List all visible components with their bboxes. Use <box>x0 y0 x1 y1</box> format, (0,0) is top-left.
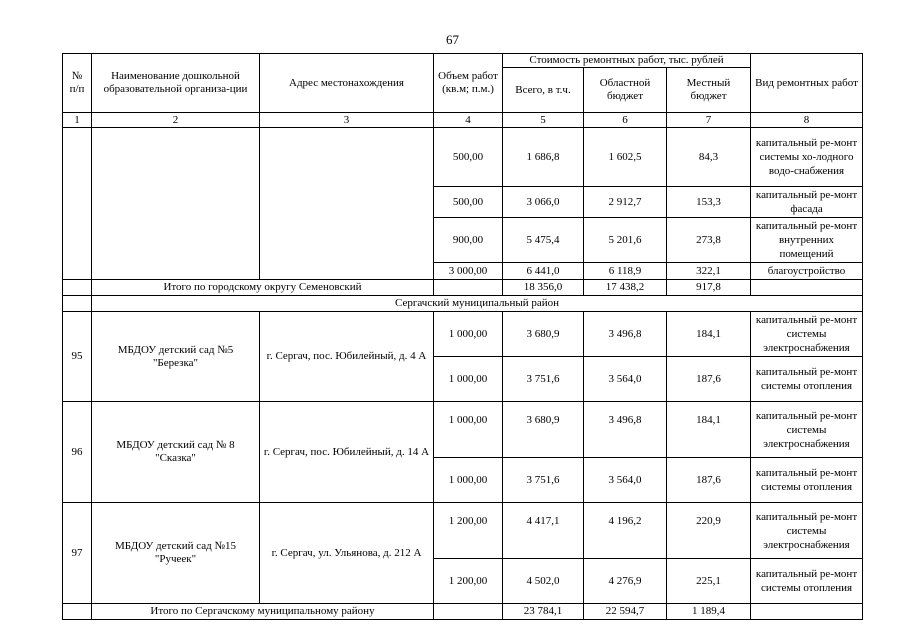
regional-cell: 3 496,8 <box>584 312 667 357</box>
regional-cell: 2 912,7 <box>584 187 667 218</box>
volume-cell: 1 200,00 <box>434 559 503 604</box>
work-type-cell <box>751 280 863 296</box>
table-row <box>63 402 863 458</box>
name-cell: МБДОУ детский сад №15 "Ручеек" <box>92 503 260 604</box>
volume-cell <box>434 280 503 296</box>
header-row-1 <box>63 54 863 68</box>
district-row <box>63 296 863 312</box>
column-number: 7 <box>667 113 751 128</box>
header-name: Наименование дошкольной образовательной организа-ции <box>92 54 260 113</box>
local-cell: 84,3 <box>667 128 751 187</box>
volume-cell: 3 000,00 <box>434 263 503 280</box>
regional-cell: 3 564,0 <box>584 357 667 402</box>
local-cell: 322,1 <box>667 263 751 280</box>
local-cell: 187,6 <box>667 458 751 503</box>
address-cell: г. Сергач, пос. Юбилейный, д. 14 А <box>260 402 434 503</box>
regional-cell: 6 118,9 <box>584 263 667 280</box>
header-regional: Областной бюджет <box>584 68 667 113</box>
header-address: Адрес местонахождения <box>260 54 434 113</box>
num-cell: 96 <box>63 402 92 503</box>
subtotal-row <box>63 604 863 620</box>
table-row <box>63 128 863 187</box>
name-cell <box>92 128 260 280</box>
total-cell: 1 686,8 <box>503 128 584 187</box>
volume-cell: 1 000,00 <box>434 402 503 458</box>
header-local: Местный бюджет <box>667 68 751 113</box>
work-type-cell: капитальный ре-монт системы отопления <box>751 357 863 402</box>
subtotal-label: Итого по Сергачскому муниципальному району <box>92 604 434 620</box>
district-title: Сергачский муниципальный район <box>92 296 863 312</box>
subtotal-label: Итого по городскому округу Семеновский <box>92 280 434 296</box>
num-cell <box>63 604 92 620</box>
volume-cell: 1 000,00 <box>434 312 503 357</box>
work-type-cell: капитальный ре-монт фасада <box>751 187 863 218</box>
column-number: 3 <box>260 113 434 128</box>
name-cell: МБДОУ детский сад № 8 "Сказка" <box>92 402 260 503</box>
total-cell: 4 502,0 <box>503 559 584 604</box>
regional-cell: 5 201,6 <box>584 218 667 263</box>
num-cell <box>63 296 92 312</box>
volume-cell: 500,00 <box>434 128 503 187</box>
column-number: 6 <box>584 113 667 128</box>
local-cell: 184,1 <box>667 402 751 458</box>
volume-cell <box>434 604 503 620</box>
header-num: № п/п <box>63 54 92 113</box>
column-number: 5 <box>503 113 584 128</box>
volume-cell: 1 000,00 <box>434 357 503 402</box>
regional-cell: 3 564,0 <box>584 458 667 503</box>
address-cell: г. Сергач, ул. Ульянова, д. 212 А <box>260 503 434 604</box>
column-number: 8 <box>751 113 863 128</box>
local-cell: 917,8 <box>667 280 751 296</box>
work-type-cell: капитальный ре-монт системы отопления <box>751 559 863 604</box>
work-type-cell <box>751 604 863 620</box>
address-cell <box>260 128 434 280</box>
num-cell: 97 <box>63 503 92 604</box>
header-cost-group: Стоимость ремонтных работ, тыс. рублей <box>503 54 751 68</box>
regional-cell: 3 496,8 <box>584 402 667 458</box>
column-number: 4 <box>434 113 503 128</box>
name-cell: МБДОУ детский сад №5 "Березка" <box>92 312 260 402</box>
regional-cell: 1 602,5 <box>584 128 667 187</box>
num-cell <box>63 128 92 280</box>
repair-costs-table <box>62 53 863 620</box>
column-numbers-row <box>63 113 863 128</box>
work-type-cell: капитальный ре-монт системы электроснабжения <box>751 312 863 357</box>
num-cell: 95 <box>63 312 92 402</box>
total-cell: 6 441,0 <box>503 263 584 280</box>
total-cell: 23 784,1 <box>503 604 584 620</box>
regional-cell: 4 276,9 <box>584 559 667 604</box>
table-row <box>63 503 863 559</box>
total-cell: 3 751,6 <box>503 357 584 402</box>
local-cell: 225,1 <box>667 559 751 604</box>
work-type-cell: благоустройство <box>751 263 863 280</box>
address-cell: г. Сергач, пос. Юбилейный, д. 4 А <box>260 312 434 402</box>
table-row <box>63 312 863 357</box>
local-cell: 273,8 <box>667 218 751 263</box>
local-cell: 153,3 <box>667 187 751 218</box>
header-work-type: Вид ремонтных работ <box>751 54 863 113</box>
work-type-cell: капитальный ре-монт внутренних помещений <box>751 218 863 263</box>
total-cell: 18 356,0 <box>503 280 584 296</box>
total-cell: 3 680,9 <box>503 402 584 458</box>
total-cell: 3 066,0 <box>503 187 584 218</box>
total-cell: 3 680,9 <box>503 312 584 357</box>
total-cell: 4 417,1 <box>503 503 584 559</box>
work-type-cell: капитальный ре-монт системы электроснабжения <box>751 503 863 559</box>
header-total: Всего, в т.ч. <box>503 68 584 113</box>
regional-cell: 4 196,2 <box>584 503 667 559</box>
column-number: 2 <box>92 113 260 128</box>
header-volume: Объем работ (кв.м; п.м.) <box>434 54 503 113</box>
volume-cell: 1 000,00 <box>434 458 503 503</box>
volume-cell: 1 200,00 <box>434 503 503 559</box>
work-type-cell: капитальный ре-монт системы отопления <box>751 458 863 503</box>
work-type-cell: капитальный ре-монт системы хо-лодного водо-снабжения <box>751 128 863 187</box>
work-type-cell: капитальный ре-монт системы электроснабжения <box>751 402 863 458</box>
local-cell: 184,1 <box>667 312 751 357</box>
regional-cell: 17 438,2 <box>584 280 667 296</box>
total-cell: 5 475,4 <box>503 218 584 263</box>
num-cell <box>63 280 92 296</box>
regional-cell: 22 594,7 <box>584 604 667 620</box>
local-cell: 1 189,4 <box>667 604 751 620</box>
page-number: 67 <box>446 32 459 47</box>
volume-cell: 500,00 <box>434 187 503 218</box>
local-cell: 220,9 <box>667 503 751 559</box>
column-number: 1 <box>63 113 92 128</box>
volume-cell: 900,00 <box>434 218 503 263</box>
subtotal-row <box>63 280 863 296</box>
local-cell: 187,6 <box>667 357 751 402</box>
total-cell: 3 751,6 <box>503 458 584 503</box>
